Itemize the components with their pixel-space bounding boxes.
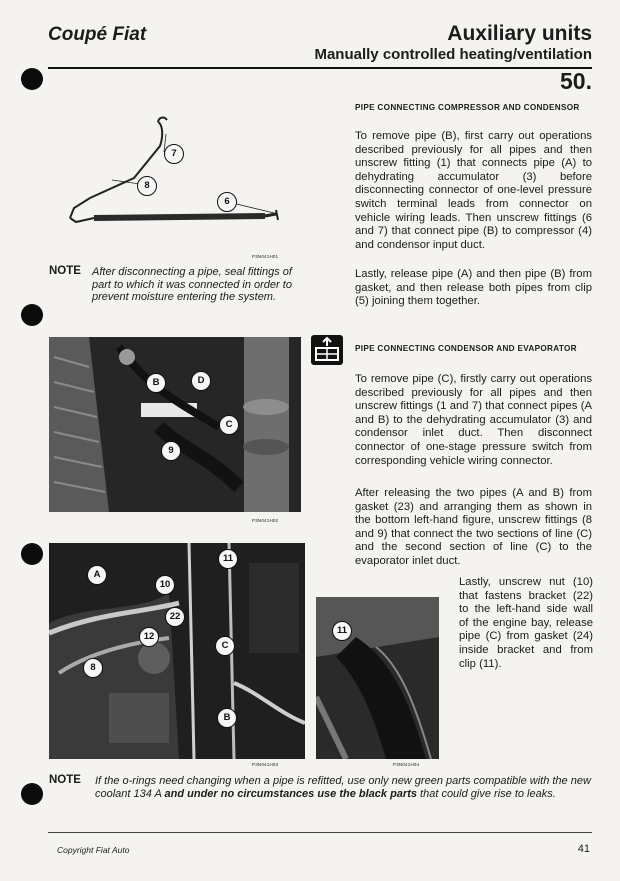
callout-D: D [191, 371, 211, 391]
callout-A: A [87, 565, 107, 585]
callout-11: 11 [218, 549, 238, 569]
callout-9: 9 [161, 441, 181, 461]
section-title: Auxiliary units [447, 22, 592, 45]
callout-8: 8 [137, 176, 157, 196]
note2-text-part-3: that could give rise to leaks. [416, 787, 556, 800]
engine-photo-4 [316, 597, 439, 759]
engine-photo-2 [49, 337, 301, 512]
callout-B: B [146, 373, 166, 393]
callout-8: 8 [83, 658, 103, 678]
note2-warning-emphasis: and under no circumstances use the black parts [164, 787, 417, 800]
pipe-diagram-figure [60, 112, 300, 247]
note2-text [95, 775, 593, 800]
callout-B: B [217, 708, 237, 728]
callout-22: 22 [165, 607, 185, 627]
figure1-reference: P3N041H01 [252, 254, 279, 259]
section1-paragraph-2: Lastly, release pipe (A) and then pipe (B) from gasket, and then release both pipes from clip (5) joining them together. [355, 268, 592, 308]
punch-hole [21, 68, 43, 90]
punch-hole [21, 304, 43, 326]
section1-heading: PIPE CONNECTING COMPRESSOR AND CONDENSOR [355, 103, 580, 112]
callout-7: 7 [164, 144, 184, 164]
copyright: Copyright Fiat Auto [57, 845, 130, 855]
section1-paragraph-1: To remove pipe (B), first carry out operations described previously for all pipes and then unscrew fitting (1) that connects pipe (A) to dehydrating accumulator (3) before disconnecting connector of one-level pressure switch terminal leads from connector on vehicle wiring leads. Then unscrew fittings (6 and 7) that connect pipe (B) to compressor (4) and condensor input duct. [355, 130, 592, 251]
note2-label: NOTE [49, 774, 81, 786]
callout-11: 11 [332, 621, 352, 641]
note1-label: NOTE [49, 265, 81, 277]
section2-paragraph-2: After releasing the two pipes (A and B) from gasket (23) and arranging them as shown in the bottom left-hand figure, unscrew fittings (8 and 9) that connect the two sections of line (C) and the second section of line (C) to the evaporator inlet duct. [355, 487, 592, 567]
callout-12: 12 [139, 627, 159, 647]
brand-title: Coupé Fiat [48, 24, 147, 45]
figure3-reference: P3N041H03 [252, 762, 279, 767]
section2-paragraph-1: To remove pipe (C), firstly carry out operations described previously for all pipes and then unscrew fittings (1 and 7) that connect pipes (A and B) to the dehydrating accumulator (3) and condensor inlet duct. Then disconnect connector of one-stage pressure switch from corresponding vehicle wiring connector. [355, 373, 592, 467]
note1-text: After disconnecting a pipe, seal fittings of part to which it was connected in order to prevent moisture entering the system. [92, 266, 292, 304]
tool-icon [311, 335, 343, 365]
note2-text-part-1: If the o-rings need changing when a pipe is refitted, use only new green parts compatible with the new coolant 134 A [95, 775, 591, 800]
section2-paragraph-3: Lastly, unscrew nut (10) that fastens bracket (22) to the left-hand side wall of the engine bay, release pipe (C) from gasket (24) inside bracket and from clip (11). [459, 576, 593, 670]
engine-photo-3 [49, 543, 305, 759]
callout-C: C [219, 415, 239, 435]
figure4-reference: P3N041H04 [393, 762, 420, 767]
punch-hole [21, 543, 43, 565]
callout-C: C [215, 636, 235, 656]
callout-10: 10 [155, 575, 175, 595]
subsection-title: Manually controlled heating/ventilation [314, 46, 592, 63]
header-rule [48, 67, 592, 69]
page-code: 50. [560, 68, 592, 94]
pipe-diagram [60, 112, 300, 247]
punch-hole [21, 783, 43, 805]
section2-heading: PIPE CONNECTING CONDENSOR AND EVAPORATOR [355, 344, 577, 353]
figure2-reference: P3N041H02 [252, 518, 279, 523]
page-number: 41 [577, 843, 590, 855]
callout-6: 6 [217, 192, 237, 212]
footer-rule [48, 832, 592, 833]
